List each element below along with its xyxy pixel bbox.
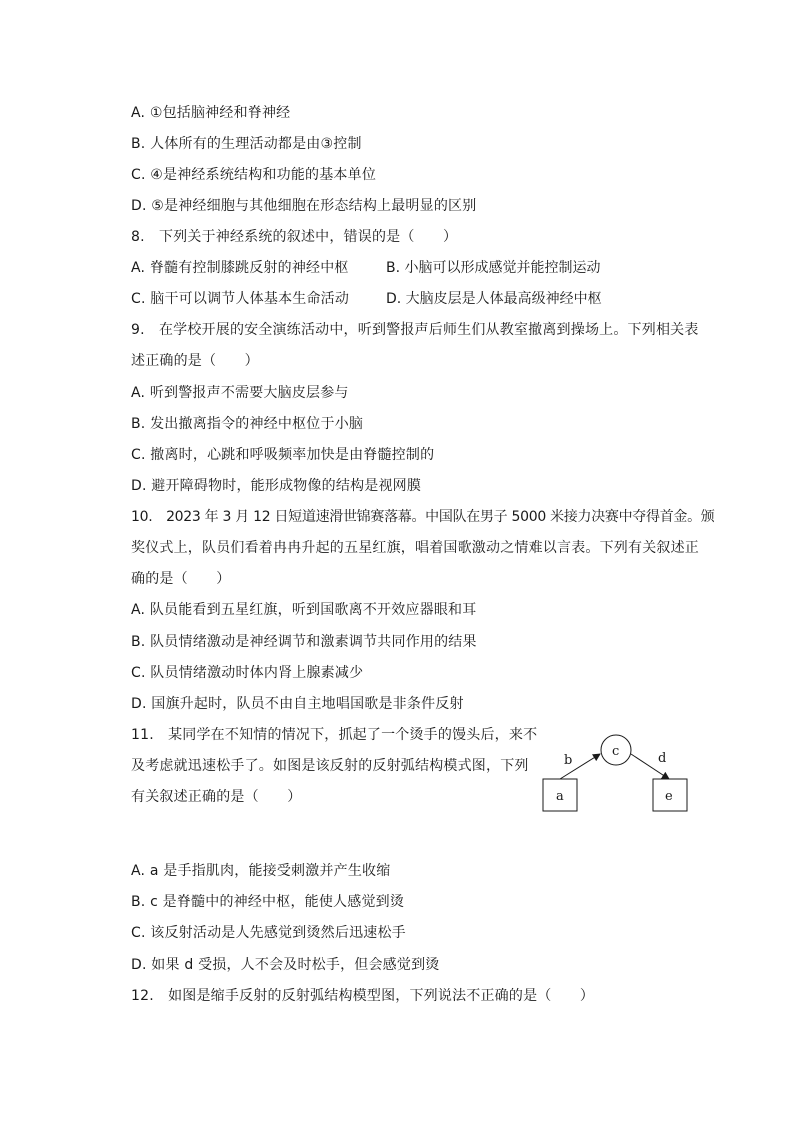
label-b: b [564,753,573,768]
q7-option-d: D. ⑤是神经细胞与其他细胞在形态结构上最明显的区别 [131,198,477,214]
q7-option-a: A. ①包括脑神经和脊神经 [131,105,291,121]
q8-stem: 8. 下列关于神经系统的叙述中，错误的是（ ） [131,229,458,245]
q7-option-b: B. 人体所有的生理活动都是由③控制 [131,136,362,152]
q10-stem-line2: 奖仪式上，队员们看着冉冉升起的五星红旗，唱着国歌激动之情难以言表。下列有关叙述正 [131,540,699,556]
reflex-arc-diagram [538,728,698,820]
q10-option-b: B. 队员情绪激动是神经调节和激素调节共同作用的结果 [131,634,477,650]
q10-option-d: D. 国旗升起时，队员不由自主地唱国歌是非条件反射 [131,696,464,712]
q12-stem: 12. 如图是缩手反射的反射弧结构模型图，下列说法不正确的是（ ） [131,988,595,1004]
q8-option-d: D. 大脑皮层是人体最高级神经中枢 [386,291,602,307]
q8-option-a: A. 脊髓有控制膝跳反射的神经中枢 [131,260,349,276]
q9-option-b: B. 发出撤离指令的神经中枢位于小脑 [131,416,364,432]
q11-option-c: C. 该反射活动是人先感觉到烫然后迅速松手 [131,925,406,941]
label-a: a [556,789,564,804]
q9-stem-line1: 9. 在学校开展的安全演练活动中，听到警报声后师生们从教室撤离到操场上。下列相关表 [131,322,699,338]
q11-stem-line3: 有关叙述正确的是（ ） [131,789,302,805]
q11-stem-line1: 11. 某同学在不知情的情况下，抓起了一个烫手的馒头后，来不 [131,727,538,743]
q8-option-b: B. 小脑可以形成感觉并能控制运动 [386,260,601,276]
label-e: e [665,789,673,804]
q11-option-d: D. 如果 d 受损，人不会及时松手，但会感觉到烫 [131,957,440,973]
q9-option-a: A. 听到警报声不需要大脑皮层参与 [131,385,349,401]
label-c: c [612,744,620,759]
q8-option-c: C. 脑干可以调节人体基本生命活动 [131,291,350,307]
q10-option-a: A. 队员能看到五星红旗，听到国歌离不开效应器眼和耳 [131,602,477,618]
label-d: d [658,751,667,766]
q11-stem-line2: 及考虑就迅速松手了。如图是该反射的反射弧结构模式图，下列 [131,758,529,774]
q10-stem-line1: 10. 2023 年 3 月 12 日短道速滑世锦赛落幕。中国队在男子 5000 米接力决赛中夺得首金。颁 [131,509,715,525]
q9-option-d: D. 避开障碍物时，能形成物像的结构是视网膜 [131,478,422,494]
q9-option-c: C. 撤离时，心跳和呼吸频率加快是由脊髓控制的 [131,447,435,463]
q10-stem-line3: 确的是（ ） [131,571,231,587]
q7-option-c: C. ④是神经系统结构和功能的基本单位 [131,167,377,183]
q9-stem-line2: 述正确的是（ ） [131,353,259,369]
q10-option-c: C. 队员情绪激动时体内肾上腺素减少 [131,665,364,681]
q11-option-a: A. a 是手指肌肉，能接受刺激并产生收缩 [131,863,391,879]
q11-option-b: B. c 是脊髓中的神经中枢，能使人感觉到烫 [131,894,405,910]
